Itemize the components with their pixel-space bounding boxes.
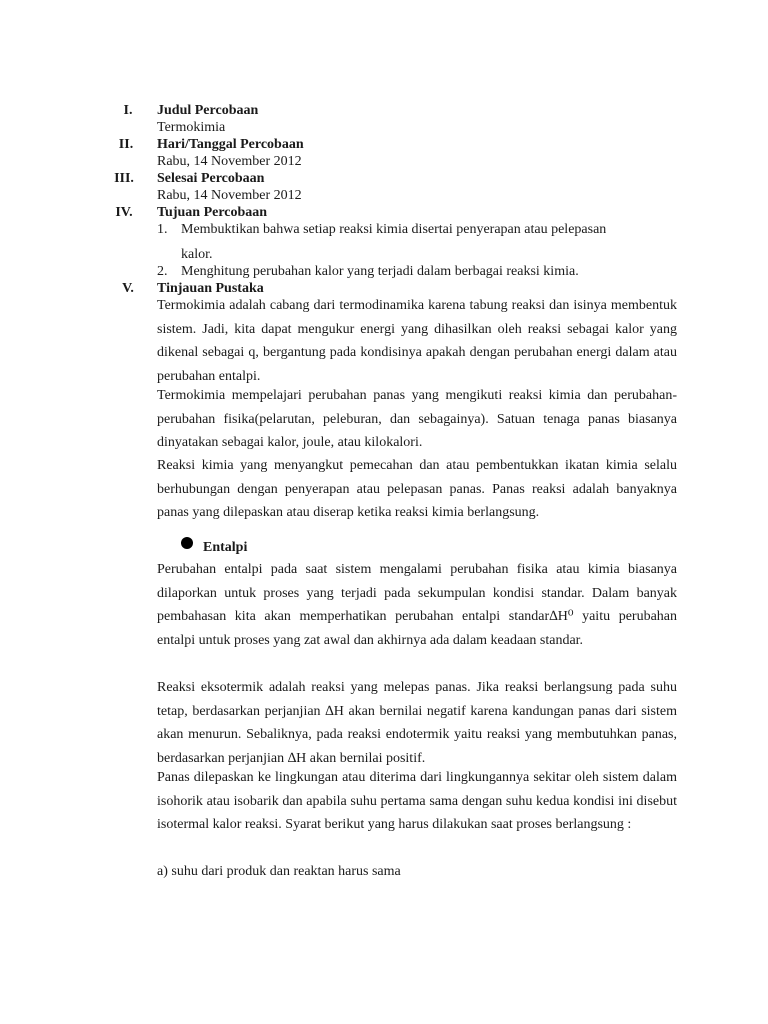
section-value: Termokimia bbox=[157, 120, 226, 135]
section-heading: Judul Percobaan bbox=[157, 103, 259, 118]
list-item: Membuktikan bahwa setiap reaksi kimia disertai penyerapan atau pelepasan bbox=[181, 222, 607, 237]
body-paragraph: Termokimia adalah cabang dari termodinamika karena tabung reaksi dan isinya membentuk sistem. Jadi, kita dapat mengukur energi yang dihasilkan oleh reaksi sebagai kalor yang dikenal sebagai q, bergantung pada kondisinya apakah dengan perubahan energi dalam atau perubahan entalpi. bbox=[157, 298, 677, 384]
section-number: I. bbox=[123, 103, 133, 118]
section-number: III. bbox=[114, 171, 134, 186]
section-heading: Hari/Tanggal Percobaan bbox=[157, 137, 304, 152]
body-paragraph: Perubahan entalpi pada saat sistem mengalami perubahan fisika atau kimia biasanya dilaporkan untuk proses yang terjadi pada sekumpulan kondisi standar. Dalam banyak pembahasan kita akan memperhatikan perubahan entalpi standar∆H⁰ yaitu perubahan entalpi untuk proses yang zat awal dan akhirnya ada dalam keadaan standar. bbox=[157, 562, 677, 648]
list-item-number: 2. bbox=[157, 264, 168, 279]
section-value: Rabu, 14 November 2012 bbox=[157, 154, 302, 169]
section-heading: Tujuan Percobaan bbox=[157, 205, 268, 220]
bullet-icon bbox=[181, 537, 193, 549]
subsection-heading: Entalpi bbox=[203, 540, 248, 555]
section-number: II. bbox=[118, 137, 134, 152]
list-item: a) suhu dari produk dan reaktan harus sama bbox=[157, 864, 401, 879]
section-heading: Selesai Percobaan bbox=[157, 171, 265, 186]
body-paragraph: Reaksi eksotermik adalah reaksi yang melepas panas. Jika reaksi berlangsung pada suhu tetap, berdasarkan perjanjian ∆H akan bernilai negatif karena kandungan panas dari sistem akan menurun. Sebaliknya, pada reaksi endotermik yaitu reaksi yang membutuhkan panas, berdasarkan perjanjian ∆H akan bernilai positif. bbox=[157, 680, 677, 766]
list-item: Menghitung perubahan kalor yang terjadi dalam berbagai reaksi kimia. bbox=[181, 264, 579, 279]
body-paragraph: Reaksi kimia yang menyangkut pemecahan dan atau pembentukkan ikatan kimia selalu berhubungan dengan penyerapan atau pelepasan panas. Panas reaksi adalah banyaknya panas yang dilepaskan atau diserap ketika reaksi kimia berlangsung. bbox=[157, 458, 677, 520]
section-value: Rabu, 14 November 2012 bbox=[157, 188, 302, 203]
section-number: IV. bbox=[115, 205, 133, 220]
section-number: V. bbox=[122, 281, 134, 296]
list-item-continuation: kalor. bbox=[181, 247, 213, 262]
list-item-number: 1. bbox=[157, 222, 168, 237]
body-paragraph: Termokimia mempelajari perubahan panas yang mengikuti reaksi kimia dan perubahan-perubahan fisika(pelarutan, peleburan, dan sebagainya). Satuan tenaga panas biasanya dinyatakan sebagai kalor, joule, atau kilokalori. bbox=[157, 388, 677, 450]
body-paragraph: Panas dilepaskan ke lingkungan atau diterima dari lingkungannya sekitar oleh sistem dalam isohorik atau isobarik dan apabila suhu pertama sama dengan suhu kedua kondisi ini disebut isotermal kalor reaksi. Syarat berikut yang harus dilakukan saat proses berlangsung : bbox=[157, 770, 677, 832]
section-heading: Tinjauan Pustaka bbox=[157, 281, 264, 296]
